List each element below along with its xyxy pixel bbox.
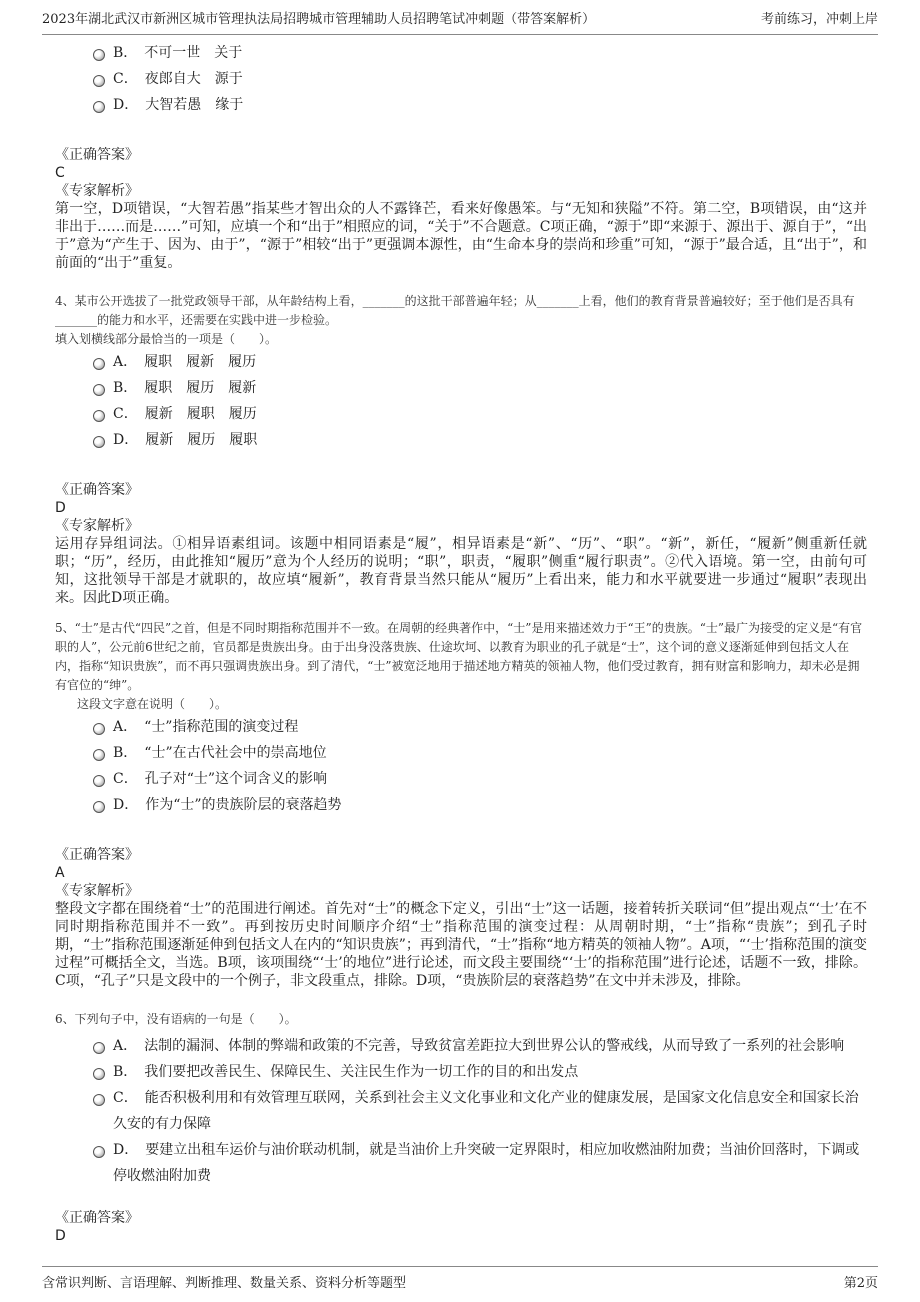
- q5-stem: 5、“士”是古代“四民”之首，但是不同时期指称范围并不一致。在周朝的经典著作中，“士”是用来描述效力于“王”的贵族。“士”最广为接受的定义是“有官职的人”，公元前6世纪之前，官员都是贵族出身。由于出身没落贵族、仕途坎坷、以教育为职业的孔子就是“士”，这个词的意义逐渐延伸到包括文人在内，指称“知识贵族”，而不再只强调贵族出身。到了清代，“士”被宽泛地用于描述地方精英的领袖人物，他们受过教育，拥有财富和影响力，却未必是拥有官位的“绅”。: [55, 621, 863, 692]
- question-6: [55, 1010, 867, 1245]
- radio-icon[interactable]: [93, 384, 105, 396]
- radio-icon[interactable]: [93, 723, 105, 735]
- q4-analysis-label: 《专家解析》: [55, 518, 139, 534]
- q4-option-b[interactable]: B． 履职 履历 履新: [55, 375, 867, 401]
- radio-icon[interactable]: [93, 1068, 105, 1080]
- q5-option-a[interactable]: A． “士”指称范围的演变过程: [55, 714, 867, 740]
- q5-answer: A: [55, 865, 65, 881]
- radio-icon[interactable]: [93, 801, 105, 813]
- q6-option-b[interactable]: B． 我们要把改善民生、保障民生、关注民生作为一切工作的目的和出发点: [55, 1059, 867, 1085]
- q6-answer-label: 《正确答案》: [55, 1210, 139, 1226]
- question-3: [55, 40, 867, 272]
- radio-icon[interactable]: [93, 749, 105, 761]
- page-footer: [42, 1266, 878, 1295]
- q3-option-c[interactable]: C． 夜郎自大 源于: [55, 66, 867, 92]
- radio-icon[interactable]: [93, 1094, 105, 1106]
- q3-option-d[interactable]: D． 大智若愚 缘于: [55, 92, 867, 118]
- radio-icon[interactable]: [93, 101, 105, 113]
- q5-analysis: 整段文字都在围绕着“士”的范围进行阐述。首先对“士”的概念下定义，引出“士”这一话题，接着转折关联词“但”提出观点“‘士’在不同时期指称范围并不一致”。再到按历史时间顺序介绍“士”指称范围的演变过程：从周朝时期，“士”指称“贵族”；到孔子时期，“士”指称范围逐渐延伸到包括文人在内的“知识贵族”；再到清代，“士”指称“地方精英的领袖人物”。A项，“‘士’指称范围的演变过程”可概括全文，当选。B项，该项围绕“‘士’的地位”进行论述，而文段主要围绕“‘士’的指称范围”进行论述，话题不一致，排除。C项，“孔子”只是文段中的一个例子，非文段重点，排除。D项，“贵族阶层的衰落趋势”在文中并未涉及，排除。: [55, 901, 867, 989]
- q6-option-a[interactable]: A． 法制的漏洞、体制的弊端和政策的不完善，导致贫富差距拉大到世界公认的警戒线，从而导致了一系列的社会影响: [55, 1033, 867, 1059]
- q5-option-c[interactable]: C． 孔子对“士”这个词含义的影响: [55, 766, 867, 792]
- radio-icon[interactable]: [93, 49, 105, 61]
- q4-option-c[interactable]: C． 履新 履职 履历: [55, 401, 867, 427]
- q5-option-b[interactable]: B． “士”在古代社会中的崇高地位: [55, 740, 867, 766]
- q3-option-b[interactable]: B． 不可一世 关于: [55, 40, 867, 66]
- q4-answer-label: 《正确答案》: [55, 482, 139, 498]
- q5-answer-label: 《正确答案》: [55, 847, 139, 863]
- radio-icon[interactable]: [93, 775, 105, 787]
- question-5: [55, 619, 867, 990]
- q3-analysis-label: 《专家解析》: [55, 183, 139, 199]
- header-slogan: 考前练习，冲刺上岸: [760, 12, 878, 27]
- q5-analysis-label: 《专家解析》: [55, 883, 139, 899]
- document-title: 2023年湖北武汉市新洲区城市管理执法局招聘城市管理辅助人员招聘笔试冲刺题（带答案解析）: [42, 12, 596, 27]
- radio-icon[interactable]: [93, 436, 105, 448]
- radio-icon[interactable]: [93, 1042, 105, 1054]
- q4-option-a[interactable]: A． 履职 履新 履历: [55, 349, 867, 375]
- radio-icon[interactable]: [93, 358, 105, 370]
- q4-analysis: 运用存异组词法。①相异语素组词。该题中相同语素是“履”，相异语素是“新”、“历”、“职”。“新”，新任，“履新”侧重新任就职；“历”，经历，由此推知“履历”意为个人经历的说明；“职”，职责，“履职”侧重“履行职责”。②代入语境。第一空，由前句可知，这批领导干部是才就职的，故应填“履新”，教育背景当然只能从“履历”上看出来，能力和水平就要进一步通过“履职”表现出来。因此D项正确。: [55, 536, 867, 606]
- footer-note: 含常识判断、言语理解、判断推理、数量关系、资料分析等题型: [42, 1275, 407, 1291]
- page-number: 第2页: [843, 1275, 878, 1291]
- q5-option-d[interactable]: D． 作为“士”的贵族阶层的衰落趋势: [55, 792, 867, 818]
- q4-option-d[interactable]: D． 履新 履历 履职: [55, 427, 867, 453]
- question-4: [55, 292, 867, 607]
- q4-prompt: 填入划横线部分最恰当的一项是（ ）。: [55, 332, 278, 346]
- q6-option-c[interactable]: C． 能否积极利用和有效管理互联网，关系到社会主义文化事业和文化产业的健康发展，是国家文化信息安全和国家长治久安的有力保障: [55, 1085, 867, 1137]
- q3-answer-label: 《正确答案》: [55, 147, 139, 163]
- q6-option-d[interactable]: D． 要建立出租车运价与油价联动机制，就是当油价上升突破一定界限时，相应加收燃油附加费；当油价回落时，下调或停收燃油附加费: [55, 1137, 867, 1189]
- q4-answer: D: [55, 500, 66, 516]
- radio-icon[interactable]: [93, 410, 105, 422]
- radio-icon[interactable]: [93, 75, 105, 87]
- radio-icon[interactable]: [93, 1146, 105, 1158]
- page-content: [55, 40, 867, 1245]
- q6-stem: 6、下列句子中，没有语病的一句是（ ）。: [55, 1012, 297, 1026]
- q5-prompt: 这段文字意在说明（ ）。: [77, 697, 228, 711]
- q4-stem: 4、某市公开选拔了一批党政领导干部，从年龄结构上看，_______的这批干部普遍年轻；从_______上看，他们的教育背景普遍较好；至于他们是否具有_______的能力和水平，还需要在实践中进一步检验。: [55, 294, 855, 327]
- page-header: [42, 8, 878, 35]
- q3-analysis: 第一空，D项错误，“大智若愚”指某些才智出众的人不露锋芒，看来好像愚笨。与“无知和狭隘”不符。第二空，B项错误，由“这并非出于……而是……”可知，应填一个和“出于”相照应的词，“关于”不合题意。C项正确，“源于”即“来源于、源出于、源自于”，“出于”意为“产生于、因为、由于”，“源于”相较“出于”更强调本源性，由“生命本身的崇尚和珍重”可知，“源于”最合适，且“出于”，和前面的“出于”重复。: [55, 201, 867, 271]
- q3-answer: C: [55, 165, 65, 181]
- q6-answer: D: [55, 1228, 66, 1244]
